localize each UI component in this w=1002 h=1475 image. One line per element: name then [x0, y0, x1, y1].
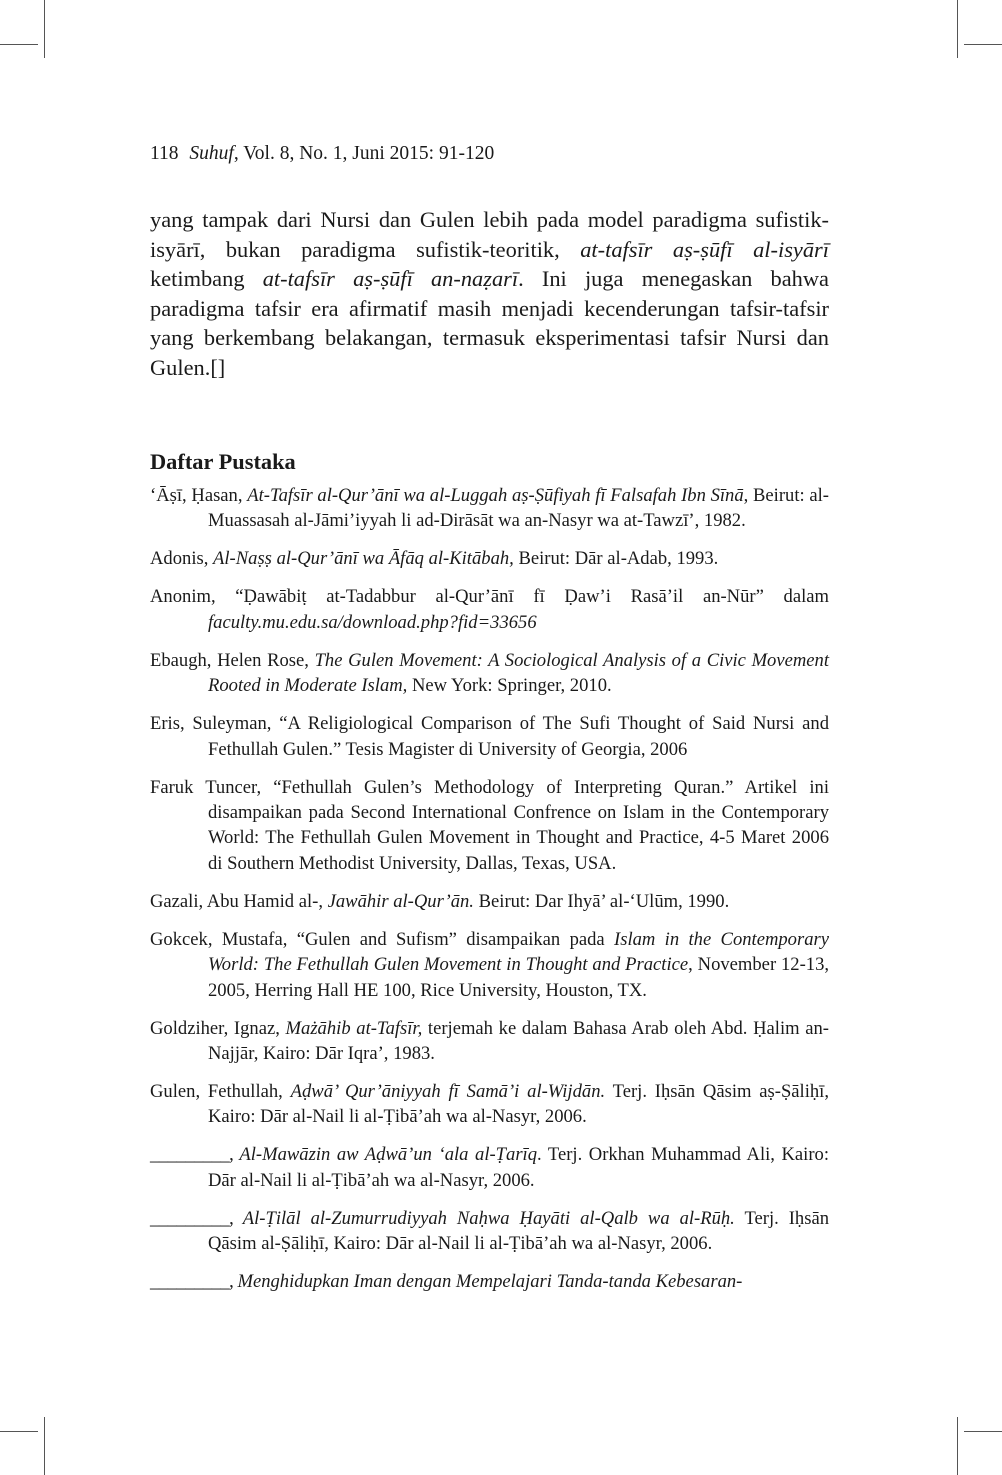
page-number: 118 [150, 143, 179, 164]
reference-entry: Faruk Tuncer, “Fethullah Gulen’s Methodology of Interpreting Quran.” Artikel ini disampaikan pada Second International Confrence on Islam in the Contemporary World: The Fethullah Gulen Movement in Thought and Practice, 4-5 Maret 2006 di Southern Methodist University, Dallas, Texas, USA. [150, 776, 829, 874]
journal-title: Suhuf [189, 143, 234, 164]
bibliography-list [150, 483, 829, 1307]
reference-entry: _________, Al-Mawāzin aw Aḍwā’un ‘ala al-Ṭarīq. Terj. Orkhan Muhammad Ali, Kairo: Dār al-Nail li al-Ṭibā’ah wa al-Nasyr, 2006. [150, 1144, 829, 1191]
reference-entry: Gulen, Fethullah, Aḍwā’ Qur’āniyyah fī Samā’i al-Wijdān. Terj. Iḥsān Qāsim aṣ-Ṣāliḥī, Kairo: Dār al-Nail li al-Ṭibā’ah wa al-Nasyr, 2006. [150, 1081, 829, 1128]
bibliography-heading: Daftar Pustaka [150, 449, 296, 474]
reference-entry: _________, Menghidupkan Iman dengan Mempelajari Tanda-tanda Kebesaran- [150, 1271, 743, 1293]
running-head [150, 141, 494, 167]
crop-mark [0, 44, 38, 45]
reference-entry: Gokcek, Mustafa, “Gulen and Sufism” disampaikan pada Islam in the Contemporary World: The Fethullah Gulen Movement in Thought and Practice, November 12-13, 2005, Herring Hall HE 100, Rice University, Houston, TX. [150, 928, 830, 1001]
crop-mark [0, 1431, 38, 1432]
reference-entry: ‘Āṣī, Ḥasan, At-Tafsīr al-Qur’ānī wa al-Luggah aṣ-Ṣūfiyah fī Falsafah Ibn Sīnā, Beirut: al-Muassasah al-Jāmi’iyyah li ad-Dirāsāt wa an-Nasyr wa at-Tawzī’, 1982. [150, 485, 829, 532]
paragraph-italic-term: at-tafsīr aṣ-ṣūfī an-naẓarī [262, 266, 519, 292]
crop-mark [957, 0, 958, 58]
crop-mark [44, 0, 45, 58]
paragraph-text: ketimbang [150, 266, 263, 292]
journal-info: , Vol. 8, No. 1, Juni 2015: 91-120 [233, 143, 495, 164]
paragraph-italic-term: at-tafsīr aṣ-ṣūfī al-isyārī [580, 236, 829, 262]
paragraph-text: yang tampak dari Nursi dan Gulen lebih pada model paradigma sufistik-isyārī, bukan paradigma sufistik-teoritik, [150, 207, 829, 262]
reference-entry: Eris, Suleyman, “A Religiological Comparison of The Sufi Thought of Said Nursi and Fethullah Gulen.” Tesis Magister di University of Georgia, 2006 [150, 713, 829, 760]
reference-entry: Adonis, Al-Naṣṣ al-Qur’ānī wa Āfāq al-Kitābah, Beirut: Dār al-Adab, 1993. [150, 548, 719, 570]
crop-mark [964, 44, 1002, 45]
reference-entry: _________, Al-Ṭilāl al-Zumurrudiyyah Naḥwa Ḥayāti al-Qalb wa al-Rūḥ. Terj. Iḥsān Qāsim al-Ṣāliḥī, Kairo: Dār al-Nail li al-Ṭibā’ah wa al-Nasyr, 2006. [150, 1207, 829, 1255]
crop-mark [44, 1417, 45, 1475]
reference-entry: Anonim, “Ḍawābiṭ at-Tadabbur al-Qur’ānī fī Ḍaw’i Rasā’il an-Nūr” dalam faculty.mu.edu.sa/download.php?fid=33656 [150, 586, 829, 633]
reference-entry: Gazali, Abu Hamid al-, Jawāhir al-Qur’ān. Beirut: Dar Ihyā’ al-‘Ulūm, 1990. [150, 890, 730, 912]
reference-entry: Goldziher, Ignaz, Mażāhib at-Tafsīr, terjemah ke dalam Bahasa Arab oleh Abd. Ḥalim an-Najjār, Kairo: Dār Iqra’, 1983. [150, 1017, 829, 1065]
paragraph-text: . Ini juga menegaskan bahwa paradigma tafsir era afirmatif masih menjadi kecenderungan tafsir-tafsir yang berkembang belakangan, termasuk eksperimentasi tafsir Nursi dan Gulen.[] [150, 266, 829, 380]
crop-mark [964, 1431, 1002, 1432]
reference-entry: Ebaugh, Helen Rose, The Gulen Movement: A Sociological Analysis of a Civic Movement Rooted in Moderate Islam, New York: Springer, 2010. [150, 649, 830, 697]
crop-mark [957, 1417, 958, 1475]
closing-paragraph [150, 205, 829, 383]
